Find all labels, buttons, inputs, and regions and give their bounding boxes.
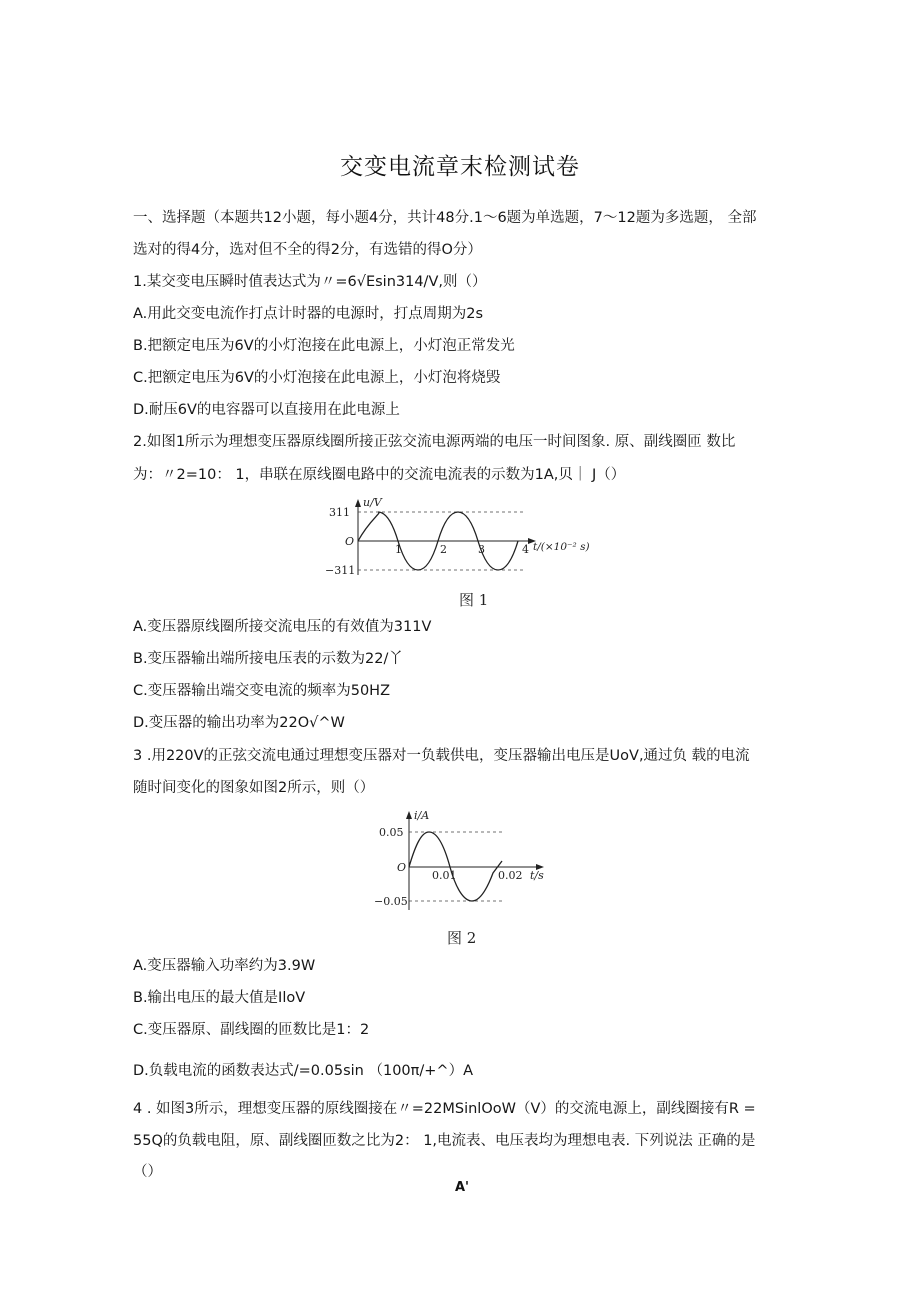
- figure-1-caption: 图 1: [459, 591, 489, 609]
- fig2-x-label: t/s: [530, 869, 544, 882]
- figure-1-graph: [325, 495, 595, 580]
- q1-option-b: B.把额定电压为6V的小灯泡接在此电源上，小灯泡正常发光: [133, 338, 515, 354]
- q2-stem-line-1: 2.如图1所示为理想变压器原线圈所接正弦交流电源两端的电压一时间图象. 原、副线圈匝 数比: [133, 434, 736, 450]
- q2-option-d: D.变压器的输出功率为22O√^W: [133, 715, 345, 731]
- q3-option-a: A.变压器输入功率约为3.9W: [133, 958, 316, 974]
- fig2-origin-label: O: [397, 861, 407, 874]
- q1-option-c: C.把额定电压为6V的小灯泡接在此电源上，小灯泡将烧毁: [133, 370, 501, 386]
- q1-option-a: A.用此交变电流作打点计时器的电源时，打点周期为2s: [133, 306, 484, 322]
- q2-stem-line-2: 为：〃2=10： 1，串联在原线圈电路中的交流电流表的示数为1A,贝｜ J（）: [133, 467, 626, 483]
- section-intro-line-1: 一、选择题（本题共12小题，每小题4分，共计48分.1～6题为单选题，7～12题为多选题， 全部: [133, 210, 757, 226]
- q1-stem: 1.某交变电压瞬时值表达式为〃=6√Esin314∕V,则（）: [133, 274, 487, 290]
- fig1-origin-label: O: [345, 535, 355, 548]
- fig1-y-max-label: 311: [329, 506, 350, 519]
- figure-2-graph: [350, 805, 550, 915]
- q3-option-b: B.输出电压的最大值是IloV: [133, 990, 306, 1006]
- q3-option-d: D.负载电流的函数表达式∕=0.05sin （100π∕+^）A: [133, 1063, 473, 1079]
- fig1-x-tick-4: 4: [522, 543, 529, 556]
- q1-option-d: D.耐压6V的电容器可以直接用在此电源上: [133, 402, 400, 418]
- q2-option-b: B.变压器输出端所接电压表的示数为22/丫: [133, 651, 403, 667]
- q4-stem-line-3: （）: [133, 1164, 162, 1180]
- fig1-y-arrow: [355, 499, 361, 507]
- section-intro-line-2: 选对的得4分，选对但不全的得2分，有选错的得O分）: [133, 242, 482, 258]
- q4-stem-line-1: 4 . 如图3所示，理想变压器的原线圈接在〃=22MSinlOoW（V）的交流电源上，副线圈接有R =: [133, 1101, 756, 1117]
- fig1-x-label: t/(×10⁻² s): [533, 541, 590, 553]
- fig1-y-label: u/V: [363, 496, 382, 509]
- fig1-x-tick-1: 1: [395, 543, 402, 556]
- figure-1: [325, 495, 595, 584]
- fig2-y-arrow: [406, 811, 412, 819]
- fig1-x-tick-3: 3: [478, 543, 485, 556]
- q3-stem-line-2: 随时间变化的图象如图2所示，则（）: [133, 780, 375, 796]
- q3-stem-line-1: 3 .用220V的正弦交流电通过理想变压器对一负载供电，变压器输出电压是UoV,通过负 载的电流: [133, 748, 750, 764]
- fig2-y-min-label: −0.05: [374, 895, 408, 908]
- fig1-y-min-label: −311: [325, 564, 356, 577]
- figure-2: [350, 805, 550, 919]
- figure-2-caption: 图 2: [447, 929, 477, 947]
- fig2-x-tick-2: 0.02: [498, 869, 523, 882]
- q2-option-c: C.变压器输出端交变电流的频率为50HZ: [133, 683, 391, 699]
- q4-stem-line-2: 55Q的负载电阻，原、副线圈匝数之比为2： 1,电流表、电压表均为理想电表. 下列说法 正确的是: [133, 1133, 756, 1149]
- fig2-y-label: i/A: [414, 809, 430, 822]
- figure-3-fragment-label: A': [455, 1180, 470, 1195]
- fig1-x-tick-2: 2: [440, 543, 447, 556]
- fig2-y-max-label: 0.05: [379, 826, 404, 839]
- fig2-x-tick-1: 0.01: [432, 869, 457, 882]
- q2-option-a: A.变压器原线圈所接交流电压的有效值为311V: [133, 619, 432, 635]
- q3-option-c: C.变压器原、副线圈的匝数比是1：2: [133, 1022, 370, 1038]
- page-title: 交变电流章末检测试卷: [340, 154, 580, 180]
